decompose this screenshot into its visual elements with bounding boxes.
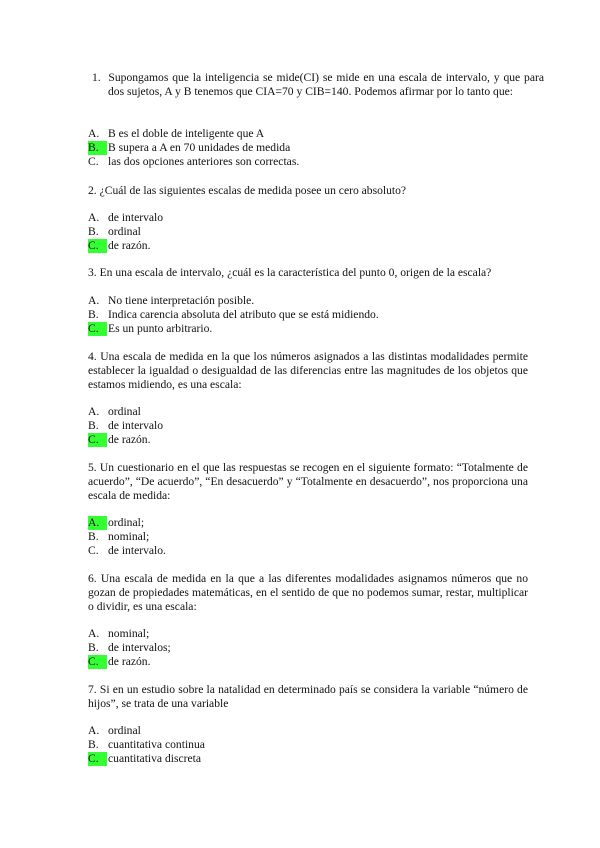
option-letter: B. [88,641,99,655]
option-text: de intervalo [108,211,164,224]
option-letter: B. [88,225,99,239]
option-text: nominal; [108,530,150,544]
option-letter: C. [88,752,99,766]
option-4a [88,405,528,419]
option-letter: B. [88,141,99,155]
option-3a [88,294,528,308]
option-5b [88,530,528,544]
answer-highlight [88,655,107,669]
option-text: de razón. [108,433,151,447]
option-letter: A. [88,516,100,529]
option-letter: C. [88,239,99,253]
answer-highlight [88,433,107,447]
option-text: Es un punto arbitrario. [108,322,213,336]
answer-highlight [88,322,107,336]
option-6a [88,627,528,641]
option-text: de razón. [108,239,151,253]
option-2a [88,211,528,225]
option-1a [88,127,528,141]
answer-highlight [88,752,107,766]
question-5: 5. Un cuestionario en el que las respuestas se recogen en el siguiente formato: “Totalmente de acuerdo”, “De acuerdo”, “En desacuerdo” y “Totalmente en desacuerdo”, nos proporciona una escala de medida: [88,461,528,502]
option-7a [88,724,528,738]
option-3c-correct [88,322,528,336]
options-4 [88,405,528,448]
option-text: las dos opciones anteriores son correctas. [108,155,300,169]
answer-highlight [88,141,107,155]
option-text: Indica carencia absoluta del atributo que se está midiendo. [108,308,379,322]
option-letter: B. [88,419,99,433]
option-text: B es el doble de inteligente que A [108,127,265,140]
option-letter: A. [88,724,100,737]
option-text: cuantitativa discreta [108,752,202,766]
option-letter: C. [88,155,99,169]
option-letter: A. [88,294,100,307]
option-text: ordinal; [108,516,145,529]
question-3: 3. En una escala de intervalo, ¿cuál es la característica del punto 0, origen de la escala? [88,266,492,279]
option-letter: B. [88,530,99,544]
option-text: de intervalo [108,419,164,433]
option-4c-correct [88,433,528,447]
option-letter: B. [88,738,99,752]
option-text: ordinal [108,724,141,737]
option-6b [88,641,528,655]
option-7c-correct [88,752,528,766]
option-text: ordinal [108,405,141,418]
option-text: cuantitativa continua [108,738,205,752]
options-5 [88,516,528,559]
options-3 [88,294,528,337]
options-2 [88,211,528,254]
option-2b [88,225,528,239]
option-letter: B. [88,308,99,322]
option-text: B supera a A en 70 unidades de medida [108,141,291,155]
option-1b-correct [88,141,528,155]
option-7b [88,738,528,752]
answer-highlight [88,239,107,253]
option-text: de intervalos; [108,641,171,655]
option-3b [88,308,528,322]
option-letter: A. [88,211,100,224]
option-2c-correct [88,239,528,253]
option-1c [88,155,528,169]
answer-highlight [88,516,107,530]
options-7 [88,724,528,767]
option-5c [88,544,528,558]
option-text: nominal; [108,627,150,640]
question-4: 4. Una escala de medida en la que los números asignados a las distintas modalidades permite establecer la igualdad o desigualdad de las diferencias entre las magnitudes de los objetos que estamos midiendo, es una escala: [88,350,528,391]
options-6 [88,627,528,670]
question-1: 1. Supongamos que la inteligencia se mide(CI) se mide en una escala de intervalo, y que para dos sujetos, A y B tenemos que CIA=70 y CIB=140. Podemos afirmar por lo tanto que: [92,71,544,98]
option-6c-correct [88,655,528,669]
option-5a-correct [88,516,528,530]
option-text: ordinal [108,225,141,239]
option-text: de razón. [108,655,151,669]
option-letter: C. [88,655,99,669]
option-text: No tiene interpretación posible. [108,294,255,307]
question-2: 2. ¿Cuál de las siguientes escalas de medida posee un cero absoluto? [88,184,407,197]
option-letter: C. [88,544,99,558]
option-4b [88,419,528,433]
options-1 [88,127,528,170]
option-text: de intervalo. [108,544,166,558]
option-letter: C. [88,322,99,336]
option-letter: A. [88,127,100,140]
option-letter: C. [88,433,99,447]
question-7: 7. Si en un estudio sobre la natalidad en determinado país se considera la variable “número de hijos”, se trata de una variable [88,683,528,710]
question-6: 6. Una escala de medida en la que a las diferentes modalidades asignamos números que no gozan de propiedades matemáticas, en el sentido de que no podemos sumar, restar, multiplicar o dividir, es una escala: [88,572,528,613]
option-letter: A. [88,405,100,418]
option-letter: A. [88,627,100,640]
